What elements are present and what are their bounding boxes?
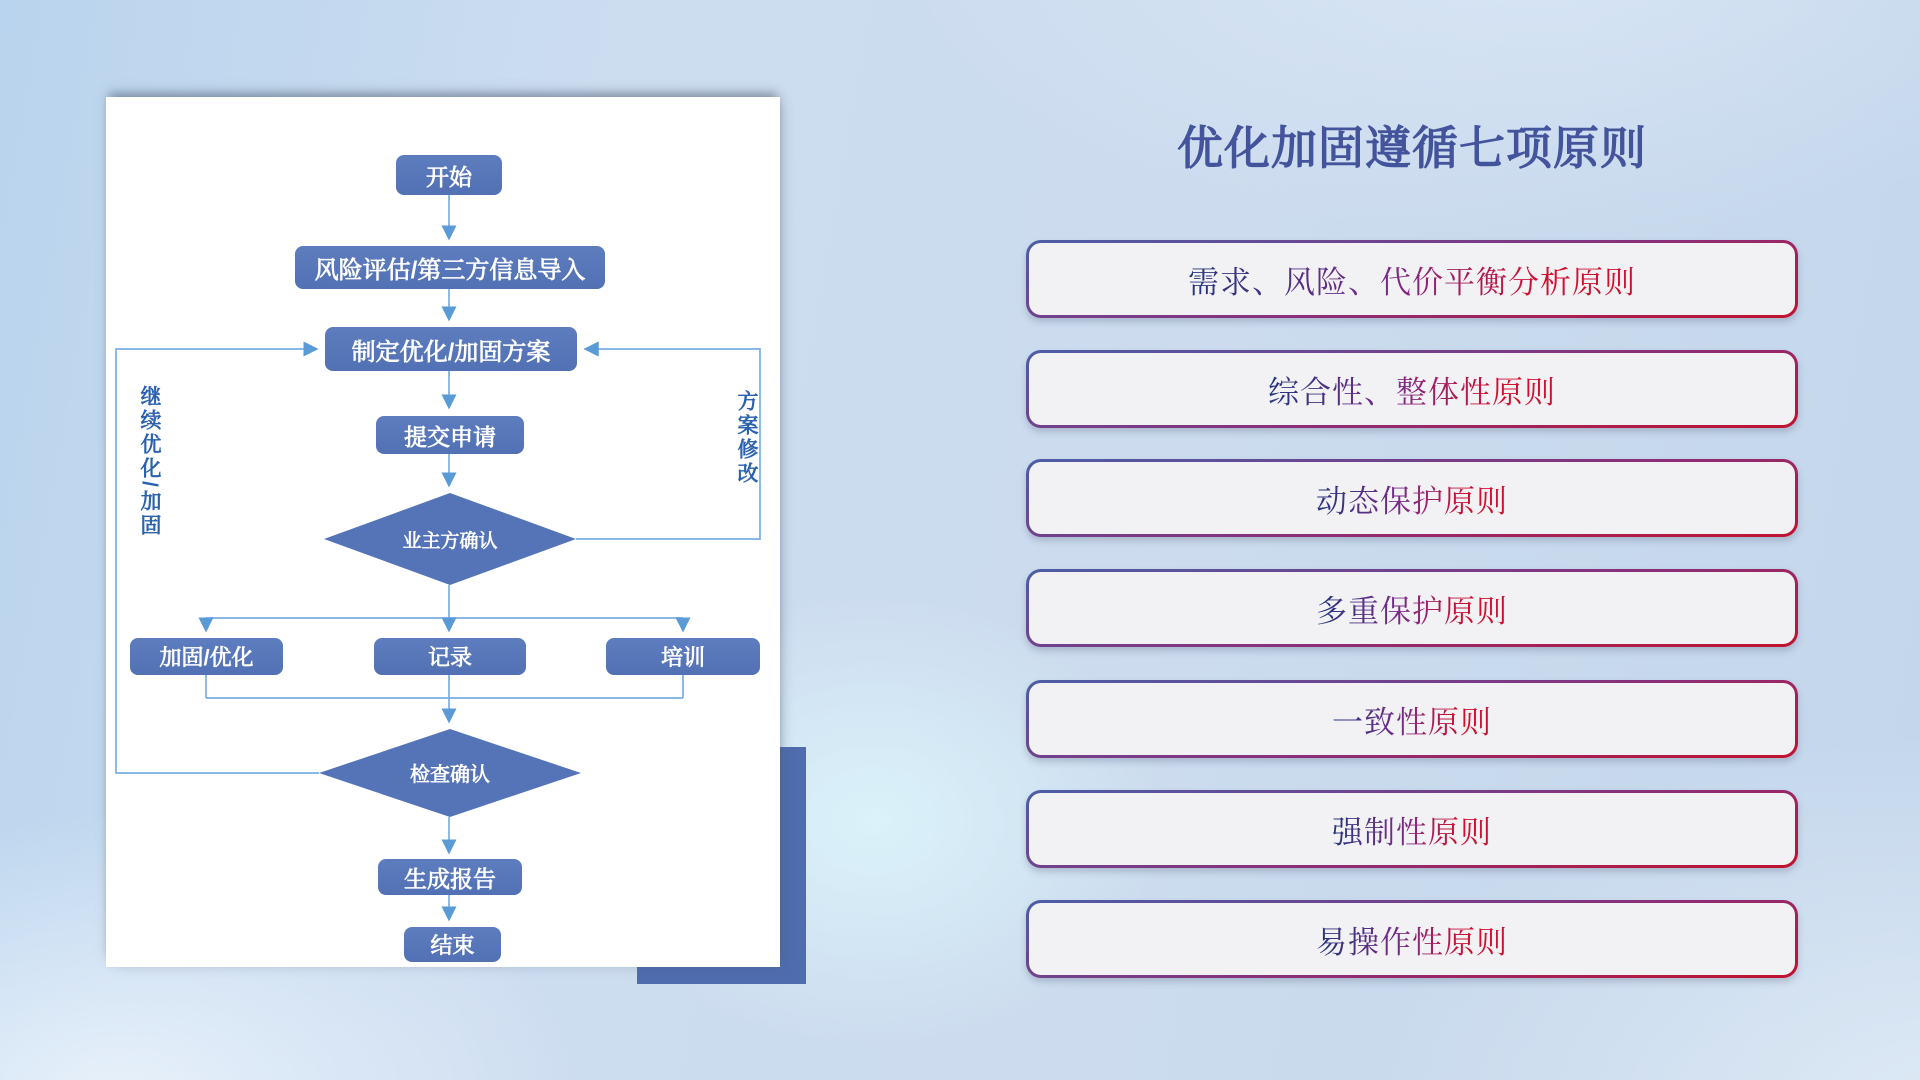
- principle-text-2: 综合性、整体性原则: [1268, 367, 1556, 412]
- branch-join-line: [206, 675, 683, 698]
- page-title: 优化加固遵循七项原则: [1177, 122, 1647, 174]
- principle-text-3: 动态保护原则: [1316, 476, 1508, 521]
- principle-box-4: [1026, 569, 1798, 647]
- principle-text-4: 多重保护原则: [1316, 586, 1508, 631]
- flow-node-submit: 提交申请: [376, 416, 524, 454]
- principle-text-1: 需求、风险、代价平衡分析原则: [1188, 257, 1636, 302]
- flow-node-training: 培训: [606, 638, 760, 675]
- principle-text-7: 易操作性原则: [1316, 917, 1508, 962]
- flow-node-risk-import: 风险评估/第三方信息导入: [295, 246, 605, 289]
- left-loop-label: 继续优化/加固: [138, 385, 161, 538]
- right-loop-label: 方案修改: [735, 390, 758, 486]
- principle-box-3: [1026, 459, 1798, 537]
- flow-node-owner-confirm-label: 业主方确认: [402, 530, 498, 552]
- principle-box-1: [1026, 240, 1798, 318]
- flow-node-reinforce: 加固/优化: [130, 638, 283, 675]
- principle-box-5: [1026, 680, 1798, 758]
- principle-text-6: 强制性原则: [1332, 807, 1492, 852]
- flow-node-make-plan: 制定优化/加固方案: [325, 327, 577, 371]
- flow-node-end: 结束: [404, 927, 501, 962]
- principle-box-7: [1026, 900, 1798, 978]
- principle-box-6: [1026, 790, 1798, 868]
- flow-node-record: 记录: [374, 638, 526, 675]
- flowchart-card: [106, 97, 780, 967]
- flow-node-start: 开始: [396, 155, 502, 195]
- principle-box-2: [1026, 350, 1798, 428]
- flow-node-report: 生成报告: [378, 859, 522, 895]
- branch-split-line: [206, 585, 683, 618]
- principle-text-5: 一致性原则: [1332, 697, 1492, 742]
- flow-node-check-confirm-label: 检查确认: [410, 763, 490, 786]
